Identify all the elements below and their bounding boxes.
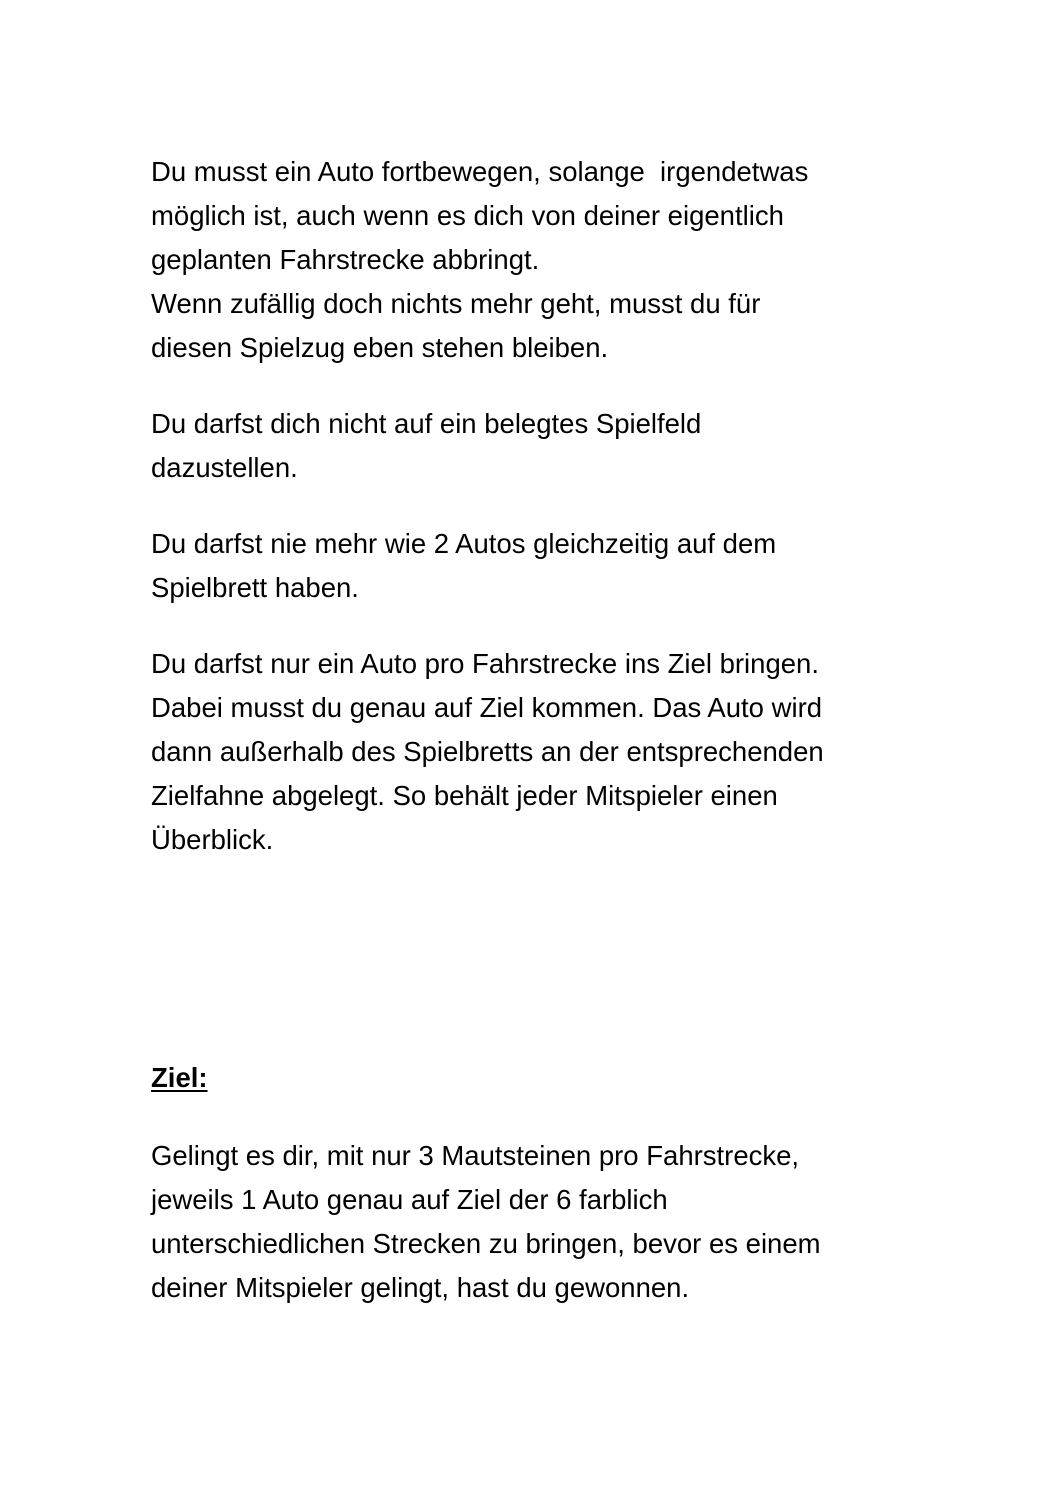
- text-line: möglich ist, auch wenn es dich von deiner eigentlich: [151, 200, 784, 231]
- rule-paragraph-occupied-field: [151, 402, 911, 490]
- text-line: diesen Spielzug eben stehen bleiben.: [151, 332, 609, 363]
- text-line: Dabei musst du genau auf Ziel kommen. Das Auto wird: [151, 692, 823, 723]
- text-line: Du darfst nur ein Auto pro Fahrstrecke ins Ziel bringen.: [151, 648, 819, 679]
- text-line: geplanten Fahrstrecke abbringt.: [151, 244, 540, 275]
- rule-paragraph-must-move: [151, 150, 911, 370]
- paragraph-spacer: [151, 490, 911, 522]
- text-line: Gelingt es dir, mit nur 3 Mautsteinen pro Fahrstrecke,: [151, 1140, 800, 1171]
- goal-heading: Ziel:: [151, 1062, 208, 1093]
- text-line: Du darfst dich nicht auf ein belegtes Spielfeld: [151, 408, 702, 439]
- document-body: [151, 150, 911, 1310]
- text-line: Du musst ein Auto fortbewegen, solange irgendetwas: [151, 156, 809, 187]
- text-line: dazustellen.: [151, 452, 298, 483]
- text-line: Spielbrett haben.: [151, 572, 359, 603]
- paragraph-spacer: [151, 370, 911, 402]
- goal-paragraph: [151, 1134, 911, 1310]
- text-line: jeweils 1 Auto genau auf Ziel der 6 farblich: [151, 1184, 668, 1215]
- rule-paragraph-max-cars: [151, 522, 911, 610]
- text-line: deiner Mitspieler gelingt, hast du gewonnen.: [151, 1272, 690, 1303]
- heading-spacer: [151, 1100, 911, 1134]
- section-spacer: [151, 862, 911, 1056]
- text-line: unterschiedlichen Strecken zu bringen, bevor es einem: [151, 1228, 821, 1259]
- text-line: Wenn zufällig doch nichts mehr geht, musst du für: [151, 288, 761, 319]
- text-line: Zielfahne abgelegt. So behält jeder Mitspieler einen: [151, 780, 778, 811]
- text-line: Überblick.: [151, 824, 274, 855]
- text-line: dann außerhalb des Spielbretts an der entsprechenden: [151, 736, 824, 767]
- paragraph-spacer: [151, 610, 911, 642]
- text-line: Du darfst nie mehr wie 2 Autos gleichzeitig auf dem: [151, 528, 777, 559]
- rule-paragraph-finish: [151, 642, 911, 862]
